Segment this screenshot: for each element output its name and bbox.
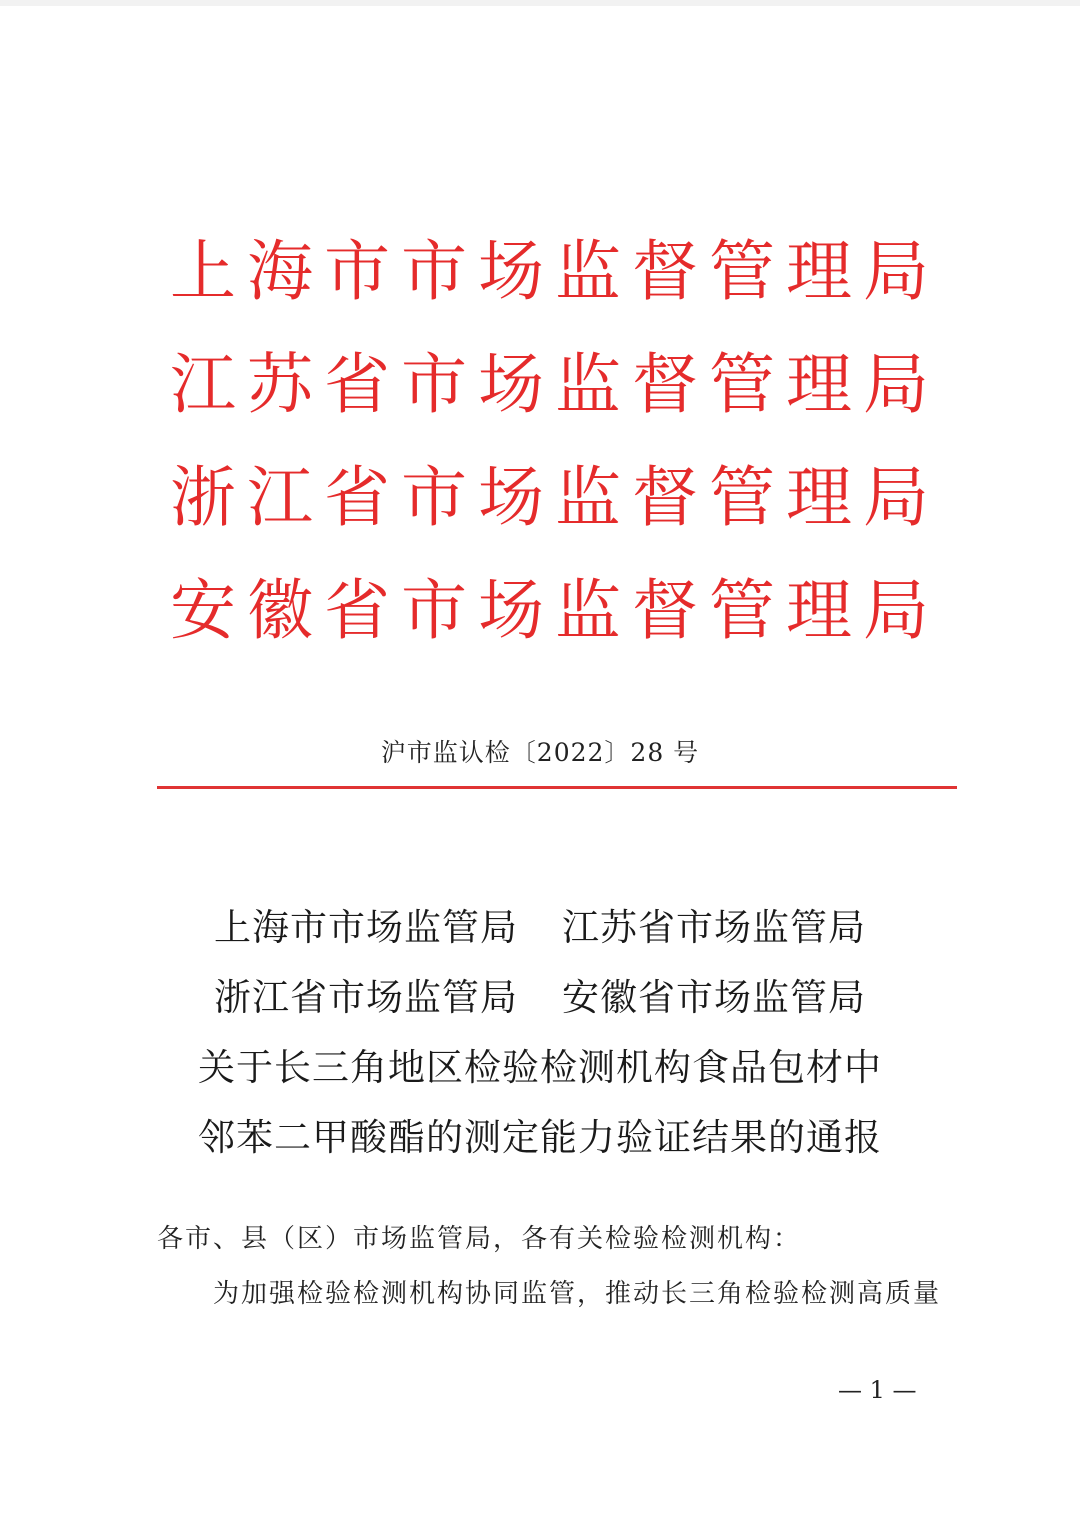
agency-line-jiangsu: 江苏省市场监督管理局 <box>170 346 940 423</box>
issuing-agencies-header <box>170 215 950 667</box>
title-line-2 <box>0 963 1080 1033</box>
document-number: 沪市监认检〔2022〕28 号 <box>380 738 700 767</box>
title-agency-jiangsu: 江苏省市场监管局 <box>562 906 866 949</box>
title-agency-shanghai: 上海市市场监管局 <box>214 906 518 949</box>
title-line-4: 邻苯二甲酸酯的测定能力验证结果的通报 <box>198 1116 882 1159</box>
title-agency-anhui: 安徽省市场监管局 <box>562 976 866 1019</box>
page-number: — 1 — <box>838 1376 917 1404</box>
title-agency-zhejiang: 浙江省市场监管局 <box>214 976 518 1019</box>
salutation: 各市、县（区）市场监管局，各有关检验检测机构： <box>157 1224 802 1254</box>
agency-line-anhui: 安徽省市场监督管理局 <box>170 572 940 649</box>
body-paragraph-start: 为加强检验检测机构协同监管，推动长三角检验检测高质量 <box>213 1279 942 1309</box>
page-top-edge <box>0 0 1080 6</box>
document-title <box>0 893 1080 1173</box>
title-line-3: 关于长三角地区检验检测机构食品包材中 <box>198 1046 882 1089</box>
agency-line-zhejiang: 浙江省市场监督管理局 <box>170 459 940 536</box>
title-line-1 <box>0 893 1080 963</box>
red-divider-line <box>157 786 957 789</box>
agency-line-shanghai: 上海市市场监督管理局 <box>170 233 940 310</box>
